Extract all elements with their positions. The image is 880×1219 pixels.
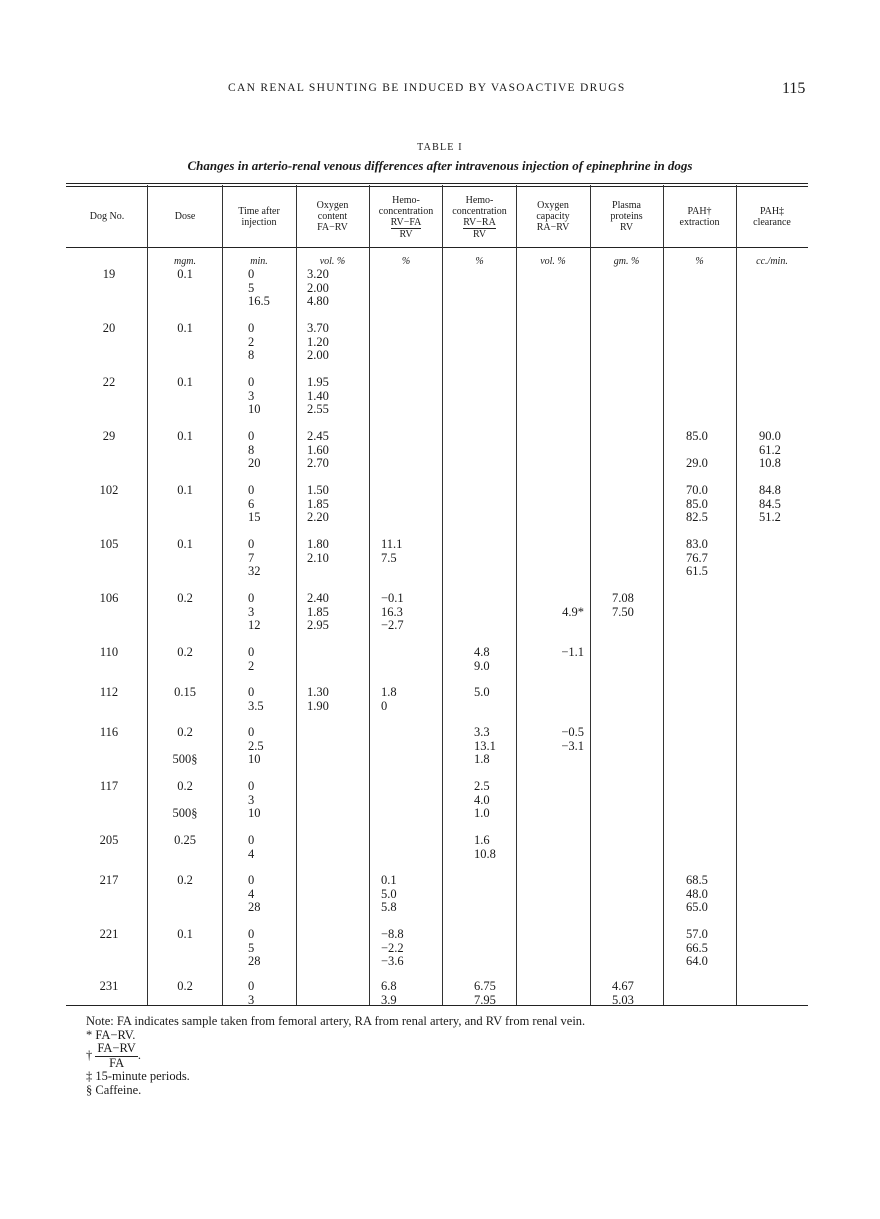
cell-time: 0 5 28 bbox=[248, 927, 261, 968]
dagger-mark: † bbox=[86, 1047, 93, 1062]
cell-hemoconcentration-rv-ra: 3.3 13.1 1.8 bbox=[474, 725, 496, 766]
cell-pah-extraction: 70.0 85.0 82.5 bbox=[686, 483, 708, 524]
cell-oxygen-content: 2.40 1.85 2.95 bbox=[307, 591, 329, 632]
fraction-numerator: RV−RA bbox=[463, 217, 496, 228]
cell-hemoconcentration-rv-fa: 6.8 3.9 bbox=[381, 979, 397, 1007]
cell-pah-clearance: 90.0 61.2 10.8 bbox=[759, 429, 781, 470]
header-line: Oxygen bbox=[316, 200, 349, 211]
unit-time: min. bbox=[250, 256, 268, 267]
cell-oxygen-content: 1.30 1.90 bbox=[307, 685, 329, 713]
note-star: * FA−RV. bbox=[86, 1027, 136, 1042]
header-plasma-proteins bbox=[590, 200, 663, 233]
unit-dose: mgm. bbox=[174, 256, 196, 267]
header-pah-extraction bbox=[663, 206, 736, 228]
cell-time: 0 3 bbox=[248, 979, 255, 1007]
cell-pah-extraction: 85.0 29.0 bbox=[686, 429, 708, 470]
header-bottom-rule bbox=[66, 247, 808, 248]
unit-oxygen-content: vol. % bbox=[319, 256, 346, 267]
fraction-denominator: RV bbox=[472, 229, 487, 240]
cell-dose: 0.15 bbox=[174, 685, 196, 699]
header-line: extraction bbox=[679, 217, 720, 228]
cell-caffeine-dose: 500§ bbox=[172, 752, 198, 766]
cell-hemoconcentration-rv-ra: 2.5 4.0 1.0 bbox=[474, 779, 490, 820]
note-section: § Caffeine. bbox=[86, 1082, 142, 1097]
table-bottom-rule bbox=[66, 1005, 808, 1006]
table-notes bbox=[86, 1015, 585, 1097]
cell-dose: 0.2 bbox=[177, 591, 193, 605]
cell-dose: 0.1 bbox=[177, 483, 193, 497]
cell-dog-number: 19 bbox=[102, 267, 116, 281]
header-hemoconcentration-rv-ra bbox=[442, 195, 517, 240]
header-dog-number: Dog No. bbox=[89, 211, 125, 222]
unit-pah-extraction: % bbox=[695, 256, 704, 267]
header-line: FA−RV bbox=[317, 222, 348, 233]
cell-oxygen-content: 3.70 1.20 2.00 bbox=[307, 321, 329, 362]
running-head: CAN RENAL SHUNTING BE INDUCED BY VASOACTIVE DRUGS bbox=[228, 82, 626, 94]
note-double-dagger: ‡ 15-minute periods. bbox=[86, 1069, 190, 1083]
header-line: capacity bbox=[536, 211, 570, 222]
cell-time: 0 4 28 bbox=[248, 873, 261, 914]
table-top-rule bbox=[66, 183, 808, 184]
cell-oxygen-content: 1.95 1.40 2.55 bbox=[307, 375, 329, 416]
cell-plasma-proteins: 7.08 7.50 bbox=[612, 591, 634, 619]
header-oxygen-capacity bbox=[516, 200, 590, 233]
cell-hemoconcentration-rv-fa: 0.1 5.0 5.8 bbox=[381, 873, 397, 914]
cell-dose: 0.2 bbox=[177, 779, 193, 793]
cell-dose: 0.2 bbox=[177, 873, 193, 887]
cell-time: 0 3 12 bbox=[248, 591, 261, 632]
cell-oxygen-capacity: 4.9* bbox=[562, 604, 584, 619]
cell-dog-number: 205 bbox=[99, 833, 119, 847]
cell-dose: 0.1 bbox=[177, 429, 193, 443]
cell-hemoconcentration-rv-fa: 11.1 7.5 bbox=[381, 537, 403, 565]
header-line: injection bbox=[241, 217, 277, 228]
cell-plasma-proteins: 4.67 5.03 bbox=[612, 979, 634, 1007]
cell-hemoconcentration-rv-ra: 6.75 7.95 bbox=[474, 979, 496, 1007]
cell-dose: 0.2 bbox=[177, 645, 193, 659]
dagger-fraction bbox=[95, 1042, 137, 1070]
cell-time: 0 4 bbox=[248, 833, 255, 861]
unit-oxygen-capacity: vol. % bbox=[540, 256, 566, 267]
column-divider bbox=[516, 185, 517, 1005]
cell-pah-extraction: 83.0 76.7 61.5 bbox=[686, 537, 708, 578]
cell-pah-extraction: 68.5 48.0 65.0 bbox=[686, 873, 708, 914]
cell-time: 0 2 8 bbox=[248, 321, 255, 362]
header-line: Time after bbox=[238, 206, 280, 217]
cell-hemoconcentration-rv-fa: 1.8 0 bbox=[381, 685, 397, 713]
cell-dog-number: 217 bbox=[99, 873, 119, 887]
cell-dog-number: 29 bbox=[102, 429, 116, 443]
note-dagger: † $\frac{FA-RV}{FA}$ . bbox=[86, 1041, 141, 1070]
cell-dog-number: 22 bbox=[102, 375, 116, 389]
cell-pah-extraction: 57.0 66.5 64.0 bbox=[686, 927, 708, 968]
cell-dose: 0.2 bbox=[177, 979, 193, 993]
cell-hemoconcentration-rv-ra: 5.0 bbox=[474, 685, 490, 699]
header-line: content bbox=[317, 211, 348, 222]
cell-dog-number: 105 bbox=[99, 537, 119, 551]
cell-dose: 0.1 bbox=[177, 267, 193, 281]
table-caption: Changes in arterio-renal venous differences after intravenous injection of epinephrine in dogs bbox=[187, 158, 693, 173]
cell-dose: 0.1 bbox=[177, 927, 193, 941]
cell-time: 0 5 16.5 bbox=[248, 267, 270, 308]
column-divider bbox=[369, 185, 370, 1005]
cell-dose: 0.1 bbox=[177, 375, 193, 389]
unit-pah-clearance: cc./min. bbox=[756, 256, 788, 267]
cell-dose: 0.1 bbox=[177, 537, 193, 551]
header-fraction bbox=[463, 217, 496, 240]
cell-oxygen-capacity: −0.5 −3.1 bbox=[561, 725, 584, 753]
column-divider bbox=[590, 185, 591, 1005]
header-line: RA−RV bbox=[536, 222, 570, 233]
header-oxygen-content bbox=[296, 200, 369, 233]
table-label: TABLE I bbox=[417, 142, 463, 153]
cell-hemoconcentration-rv-fa: −8.8 −2.2 −3.6 bbox=[381, 927, 404, 968]
cell-oxygen-content: 1.80 2.10 bbox=[307, 537, 329, 565]
column-divider bbox=[442, 185, 443, 1005]
header-line: Oxygen bbox=[537, 200, 569, 211]
header-hemoconcentration-rv-fa bbox=[369, 195, 443, 240]
page-number: 115 bbox=[782, 80, 806, 97]
unit-hemo2: % bbox=[475, 256, 484, 267]
cell-time: 0 7 32 bbox=[248, 537, 261, 578]
header-line: clearance bbox=[753, 217, 791, 228]
header-line: Plasma bbox=[612, 200, 641, 211]
header-line: concentration bbox=[378, 206, 434, 217]
header-line: PAH‡ bbox=[759, 206, 785, 217]
cell-dose: 0.2 bbox=[177, 725, 193, 739]
cell-caffeine-dose: 500§ bbox=[172, 806, 198, 820]
cell-oxygen-content: 3.20 2.00 4.80 bbox=[307, 267, 329, 308]
header-line: RV bbox=[619, 222, 634, 233]
note-line: Note: FA indicates sample taken from femoral artery, RA from renal artery, and RV from renal vein. bbox=[86, 1014, 586, 1028]
cell-dog-number: 102 bbox=[99, 483, 119, 497]
fraction-numerator: FA−RV bbox=[97, 1041, 136, 1055]
unit-plasma: gm. % bbox=[613, 256, 640, 267]
cell-dog-number: 117 bbox=[99, 779, 119, 793]
fraction-denominator: RV bbox=[399, 229, 413, 240]
unit-hemo1: % bbox=[401, 256, 411, 267]
cell-time: 0 2 bbox=[248, 645, 255, 673]
cell-time: 0 3 10 bbox=[248, 375, 261, 416]
table-top-rule-inner bbox=[66, 186, 808, 187]
column-divider bbox=[663, 185, 664, 1005]
column-divider bbox=[736, 185, 737, 1005]
column-divider bbox=[222, 185, 223, 1005]
cell-oxygen-content: 2.45 1.60 2.70 bbox=[307, 429, 329, 470]
cell-dose: 0.25 bbox=[174, 833, 196, 847]
header-pah-clearance bbox=[736, 206, 808, 228]
cell-hemoconcentration-rv-ra: 1.6 10.8 bbox=[474, 833, 496, 861]
cell-time: 0 6 15 bbox=[248, 483, 261, 524]
cell-pah-clearance: 84.8 84.5 51.2 bbox=[759, 483, 781, 524]
header-fraction bbox=[391, 217, 422, 240]
header-line: concentration bbox=[452, 206, 507, 217]
cell-oxygen-capacity: −1.1 bbox=[561, 645, 584, 659]
header-time-after-injection bbox=[222, 206, 296, 228]
cell-hemoconcentration-rv-fa: −0.1 16.3 −2.7 bbox=[381, 591, 404, 632]
cell-dog-number: 20 bbox=[102, 321, 116, 335]
cell-oxygen-content: 1.50 1.85 2.20 bbox=[307, 483, 329, 524]
cell-hemoconcentration-rv-ra: 4.8 9.0 bbox=[474, 645, 490, 673]
cell-dose: 0.1 bbox=[177, 321, 193, 335]
cell-dog-number: 106 bbox=[99, 591, 119, 605]
cell-time: 0 3.5 bbox=[248, 685, 264, 713]
cell-time: 0 2.5 10 bbox=[248, 725, 264, 766]
fraction-numerator: RV−FA bbox=[390, 217, 422, 228]
cell-dog-number: 221 bbox=[99, 927, 119, 941]
cell-dog-number: 112 bbox=[99, 685, 119, 699]
header-line: Hemo- bbox=[392, 195, 420, 206]
cell-time: 0 8 20 bbox=[248, 429, 261, 470]
cell-time: 0 3 10 bbox=[248, 779, 261, 820]
cell-dog-number: 116 bbox=[99, 725, 119, 739]
fraction-denominator: FA bbox=[109, 1055, 125, 1070]
cell-dog-number: 110 bbox=[99, 645, 119, 659]
column-divider bbox=[296, 185, 297, 1005]
header-line: Hemo- bbox=[465, 195, 494, 206]
header-line: PAH† bbox=[687, 206, 712, 217]
cell-dog-number: 231 bbox=[99, 979, 119, 993]
header-dose: Dose bbox=[174, 211, 196, 222]
header-line: proteins bbox=[610, 211, 643, 222]
